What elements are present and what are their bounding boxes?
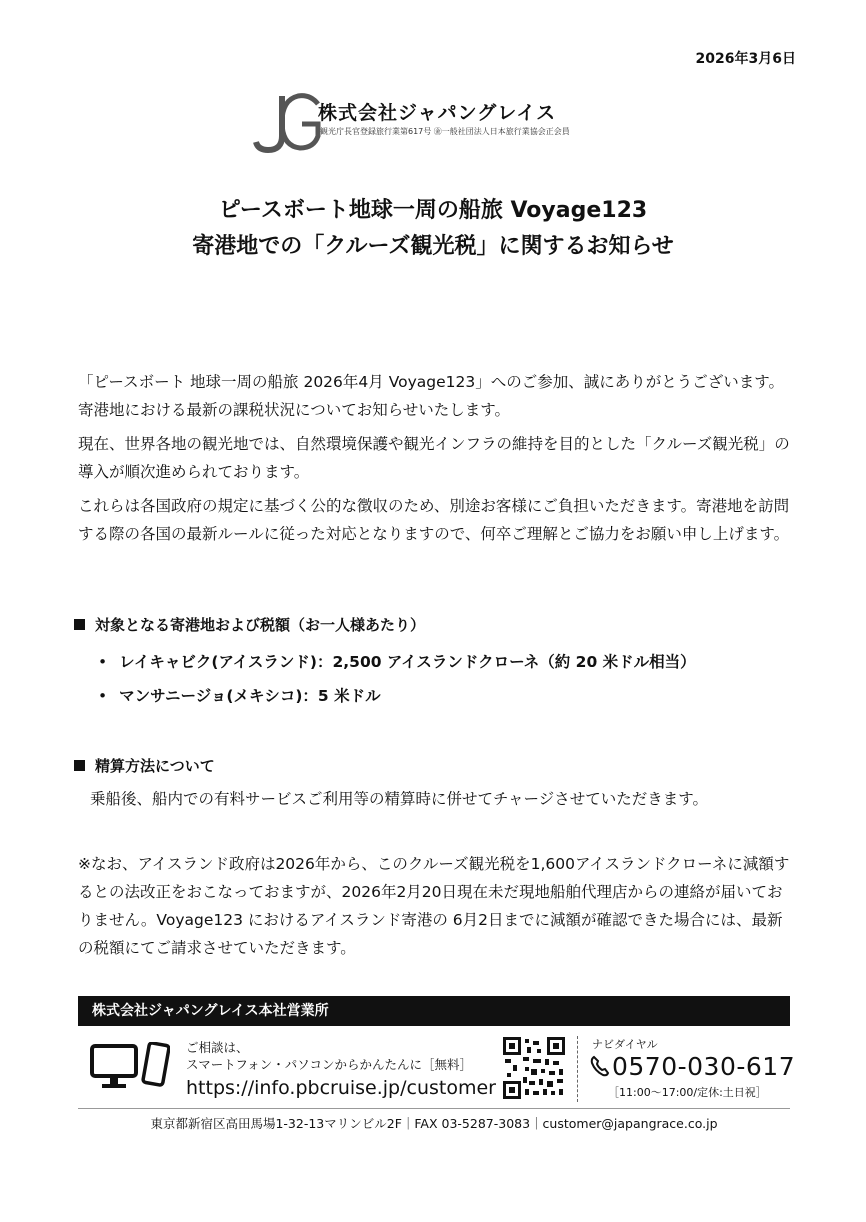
office-title-bar: 株式会社ジャパングレイス本社営業所 — [78, 996, 790, 1026]
company-registration: 観光庁長官登録旅行業第617号 ㊎一般社団法人日本旅行業協会正会員 — [320, 127, 570, 136]
square-bullet-icon — [74, 760, 85, 771]
intro-paragraph-3: これらは各国政府の規定に基づく公的な徴収のため、別途お客様にご負担いただきます。寄港地を訪問する際の各国の最新ルールに従った対応となりますので、何卒ご理解とご協力をお願い申し上げます。 — [78, 497, 790, 543]
note-paragraph: ※なお、アイスランド政府は2026年から、このクルーズ観光税を1,600アイスランドクローネに減額するとの法改正をおこなっておますが、2026年2月20日現在未だ現地船舶代理店からの連絡が届いておりません。Voyage123 におけるアイスランド寄港の 6月2日までに減額が確認できた場合には、最新の税額にてご請求させていただきます。 — [78, 855, 790, 957]
settlement-text: 乗船後、船内での有料サービスご利用等の精算時に併せてチャージさせていただきます。 — [90, 790, 708, 808]
bullet-dot-icon: • — [98, 687, 108, 705]
title-line-1: ピースボート地球一周の船旅 Voyage123 — [218, 198, 648, 223]
qr-code-icon[interactable] — [503, 1037, 565, 1099]
jg-logo-icon — [252, 90, 324, 156]
footer-address: 東京都新宿区高田馬場1-32-13マリンビル2F｜FAX 03-5287-3083｜customer@japangrace.co.jp — [150, 1116, 718, 1131]
devices-icon — [90, 1042, 170, 1092]
footer-divider — [78, 1108, 790, 1109]
contact-divider — [577, 1036, 578, 1102]
list-item: • レイキャビク(アイスランド)：2,500 アイスランドクローネ（約 20 米ドル相当） — [98, 653, 696, 671]
section-heading-settlement: 精算方法について — [74, 755, 215, 776]
document-title — [0, 193, 866, 265]
company-name: 株式会社ジャパングレイス — [318, 102, 557, 124]
consult-block — [186, 1039, 496, 1101]
document-date: 2026年3月6日 — [695, 51, 796, 67]
section-heading-ports: 対象となる寄港地および税額（お一人様あたり） — [74, 614, 425, 635]
consult-line-2: スマートフォン・パソコンからかんたんに［無料］ — [186, 1057, 473, 1072]
customer-link[interactable]: https://info.pbcruise.jp/customer — [186, 1077, 496, 1099]
navi-dial-label: ナビダイヤル — [592, 1038, 658, 1051]
consult-line-1: ご相談は、 — [186, 1040, 249, 1055]
title-line-2: 寄港地での「クルーズ観光税」に関するお知らせ — [192, 234, 674, 259]
phone-icon — [590, 1055, 610, 1077]
bullet-dot-icon: • — [98, 653, 108, 671]
square-bullet-icon — [74, 619, 85, 630]
intro-paragraph-1: 「ピースボート 地球一周の船旅 2026年4月 Voyage123」へのご参加、誠にありがとうございます。 寄港地における最新の課税状況についてお知らせいたします。 — [78, 373, 784, 419]
list-item: • マンサニージョ(メキシコ)：5 米ドル — [98, 687, 381, 705]
intro-paragraph-2: 現在、世界各地の観光地では、自然環境保護や観光インフラの維持を目的とした「クルーズ観光税」の導入が順次進められております。 — [78, 435, 790, 481]
phone-number[interactable]: 0570-030-617 — [590, 1052, 795, 1081]
business-hours: ［11:00〜17:00/定休:土日祝］ — [608, 1086, 767, 1099]
company-logo — [252, 90, 612, 156]
